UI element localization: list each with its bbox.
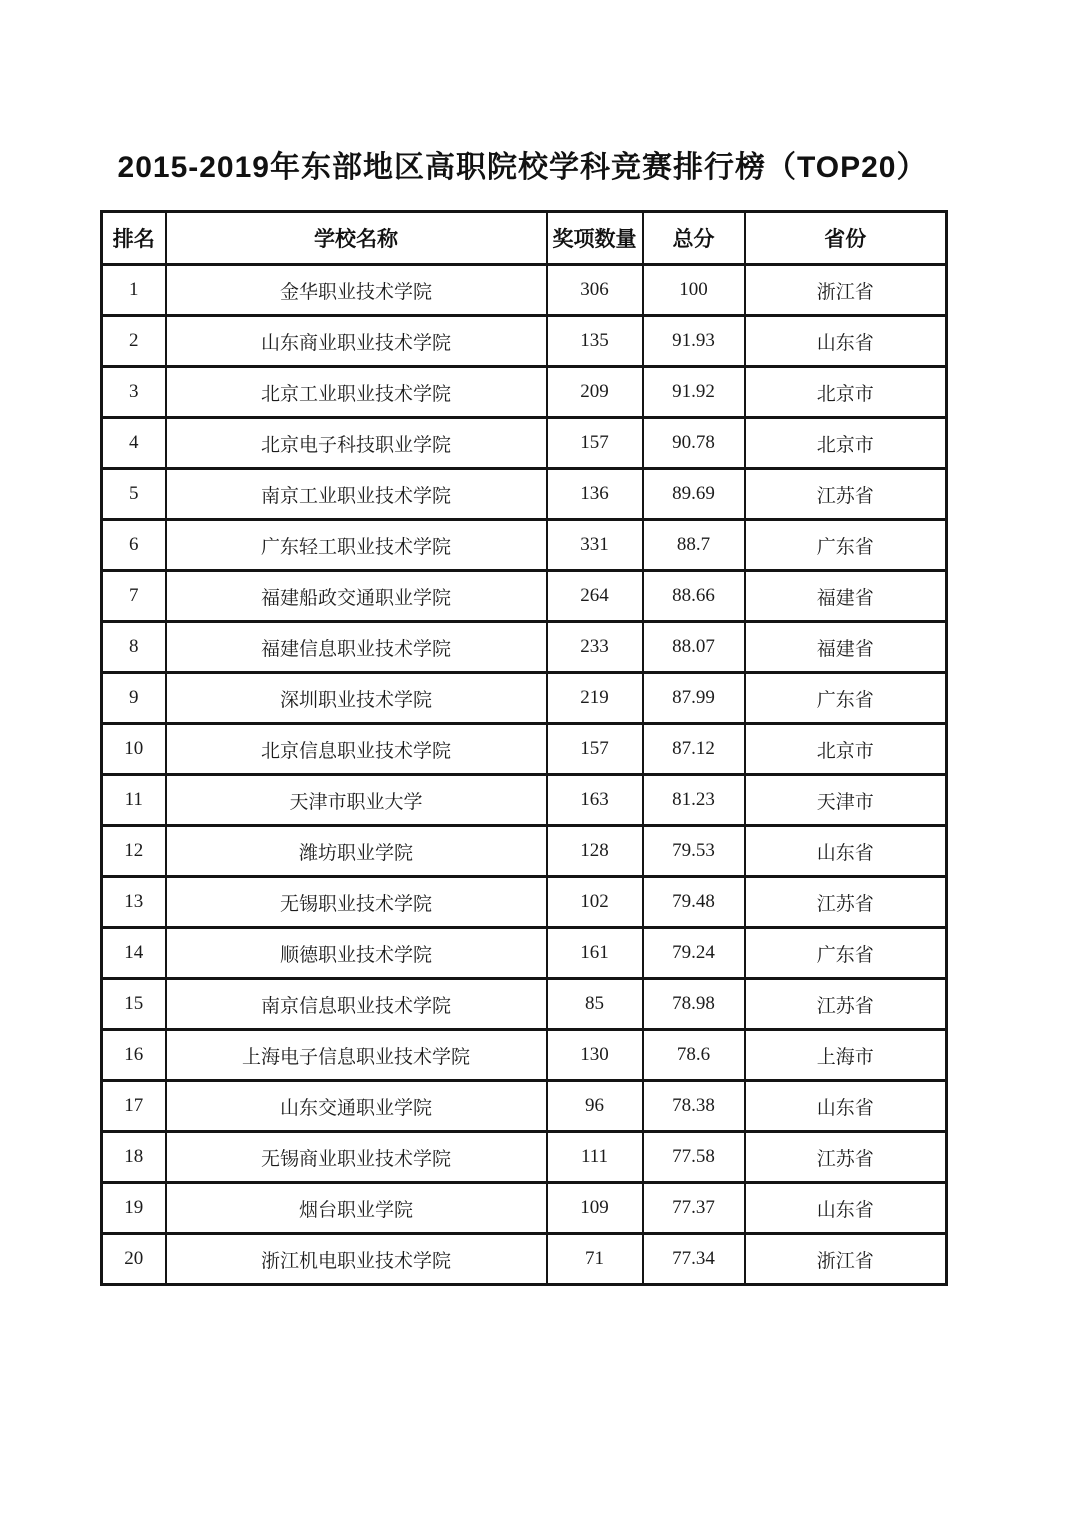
table-head (102, 212, 947, 265)
column-header-school: 学校名称 (166, 212, 547, 265)
table-row (102, 520, 947, 571)
cell-province: 浙江省 (745, 1234, 947, 1285)
table-row (102, 1183, 947, 1234)
cell-awards: 161 (547, 928, 643, 979)
cell-awards: 163 (547, 775, 643, 826)
cell-score: 87.12 (643, 724, 745, 775)
cell-school: 顺德职业技术学院 (166, 928, 547, 979)
cell-school: 深圳职业技术学院 (166, 673, 547, 724)
cell-school: 潍坊职业学院 (166, 826, 547, 877)
cell-score: 91.93 (643, 316, 745, 367)
cell-province: 天津市 (745, 775, 947, 826)
column-header-rank: 排名 (102, 212, 166, 265)
cell-school: 山东商业职业技术学院 (166, 316, 547, 367)
cell-rank: 17 (102, 1081, 166, 1132)
cell-score: 79.53 (643, 826, 745, 877)
cell-rank: 13 (102, 877, 166, 928)
cell-school: 南京信息职业技术学院 (166, 979, 547, 1030)
cell-score: 88.66 (643, 571, 745, 622)
cell-school: 北京信息职业技术学院 (166, 724, 547, 775)
cell-province: 山东省 (745, 1183, 947, 1234)
cell-school: 烟台职业学院 (166, 1183, 547, 1234)
cell-score: 79.24 (643, 928, 745, 979)
cell-school: 南京工业职业技术学院 (166, 469, 547, 520)
cell-province: 江苏省 (745, 1132, 947, 1183)
cell-awards: 135 (547, 316, 643, 367)
table-row (102, 469, 947, 520)
ranking-table (100, 210, 948, 1286)
cell-awards: 219 (547, 673, 643, 724)
cell-score: 91.92 (643, 367, 745, 418)
cell-awards: 157 (547, 724, 643, 775)
table-header-row (102, 212, 947, 265)
cell-rank: 7 (102, 571, 166, 622)
cell-province: 上海市 (745, 1030, 947, 1081)
cell-province: 广东省 (745, 520, 947, 571)
cell-rank: 9 (102, 673, 166, 724)
cell-awards: 71 (547, 1234, 643, 1285)
table-row (102, 775, 947, 826)
table-row (102, 826, 947, 877)
table-row (102, 367, 947, 418)
cell-score: 77.34 (643, 1234, 745, 1285)
column-header-awards: 奖项数量 (547, 212, 643, 265)
cell-awards: 128 (547, 826, 643, 877)
table-row (102, 418, 947, 469)
table-row (102, 979, 947, 1030)
cell-score: 87.99 (643, 673, 745, 724)
cell-rank: 19 (102, 1183, 166, 1234)
cell-rank: 8 (102, 622, 166, 673)
cell-rank: 6 (102, 520, 166, 571)
cell-school: 天津市职业大学 (166, 775, 547, 826)
cell-score: 77.58 (643, 1132, 745, 1183)
column-header-score: 总分 (643, 212, 745, 265)
cell-province: 北京市 (745, 418, 947, 469)
cell-awards: 264 (547, 571, 643, 622)
table-row (102, 1132, 947, 1183)
cell-province: 江苏省 (745, 979, 947, 1030)
cell-score: 78.98 (643, 979, 745, 1030)
cell-awards: 209 (547, 367, 643, 418)
cell-score: 78.38 (643, 1081, 745, 1132)
table-row (102, 724, 947, 775)
table-row (102, 265, 947, 316)
cell-score: 78.6 (643, 1030, 745, 1081)
cell-school: 无锡职业技术学院 (166, 877, 547, 928)
cell-rank: 16 (102, 1030, 166, 1081)
cell-school: 无锡商业职业技术学院 (166, 1132, 547, 1183)
cell-awards: 136 (547, 469, 643, 520)
cell-province: 北京市 (745, 367, 947, 418)
cell-rank: 14 (102, 928, 166, 979)
table-row (102, 571, 947, 622)
cell-score: 89.69 (643, 469, 745, 520)
cell-rank: 12 (102, 826, 166, 877)
table-row (102, 316, 947, 367)
content-area (100, 142, 945, 1286)
cell-rank: 3 (102, 367, 166, 418)
cell-province: 山东省 (745, 316, 947, 367)
cell-rank: 20 (102, 1234, 166, 1285)
cell-province: 福建省 (745, 571, 947, 622)
cell-province: 广东省 (745, 928, 947, 979)
table-row (102, 1081, 947, 1132)
cell-school: 浙江机电职业技术学院 (166, 1234, 547, 1285)
table-body (102, 265, 947, 1285)
cell-awards: 306 (547, 265, 643, 316)
cell-score: 81.23 (643, 775, 745, 826)
cell-score: 100 (643, 265, 745, 316)
cell-awards: 331 (547, 520, 643, 571)
table-row (102, 1234, 947, 1285)
cell-province: 广东省 (745, 673, 947, 724)
table-row (102, 673, 947, 724)
cell-province: 福建省 (745, 622, 947, 673)
cell-rank: 2 (102, 316, 166, 367)
cell-score: 79.48 (643, 877, 745, 928)
cell-awards: 157 (547, 418, 643, 469)
cell-rank: 18 (102, 1132, 166, 1183)
cell-school: 山东交通职业学院 (166, 1081, 547, 1132)
cell-province: 江苏省 (745, 469, 947, 520)
cell-school: 北京电子科技职业学院 (166, 418, 547, 469)
cell-province: 浙江省 (745, 265, 947, 316)
cell-province: 江苏省 (745, 877, 947, 928)
cell-awards: 85 (547, 979, 643, 1030)
cell-awards: 109 (547, 1183, 643, 1234)
cell-rank: 10 (102, 724, 166, 775)
cell-school: 福建船政交通职业学院 (166, 571, 547, 622)
table-row (102, 622, 947, 673)
cell-rank: 15 (102, 979, 166, 1030)
cell-province: 北京市 (745, 724, 947, 775)
cell-rank: 1 (102, 265, 166, 316)
cell-school: 上海电子信息职业技术学院 (166, 1030, 547, 1081)
cell-province: 山东省 (745, 1081, 947, 1132)
table-row (102, 877, 947, 928)
cell-score: 88.7 (643, 520, 745, 571)
table-row (102, 928, 947, 979)
cell-province: 山东省 (745, 826, 947, 877)
column-header-province: 省份 (745, 212, 947, 265)
cell-score: 88.07 (643, 622, 745, 673)
cell-score: 90.78 (643, 418, 745, 469)
cell-rank: 5 (102, 469, 166, 520)
cell-school: 广东轻工职业技术学院 (166, 520, 547, 571)
cell-school: 福建信息职业技术学院 (166, 622, 547, 673)
cell-rank: 11 (102, 775, 166, 826)
cell-awards: 111 (547, 1132, 643, 1183)
cell-awards: 102 (547, 877, 643, 928)
cell-score: 77.37 (643, 1183, 745, 1234)
cell-rank: 4 (102, 418, 166, 469)
cell-school: 金华职业技术学院 (166, 265, 547, 316)
table-row (102, 1030, 947, 1081)
cell-awards: 130 (547, 1030, 643, 1081)
page-title: 2015-2019年东部地区高职院校学科竞赛排行榜（TOP20） (117, 151, 928, 184)
cell-school: 北京工业职业技术学院 (166, 367, 547, 418)
cell-awards: 233 (547, 622, 643, 673)
cell-awards: 96 (547, 1081, 643, 1132)
